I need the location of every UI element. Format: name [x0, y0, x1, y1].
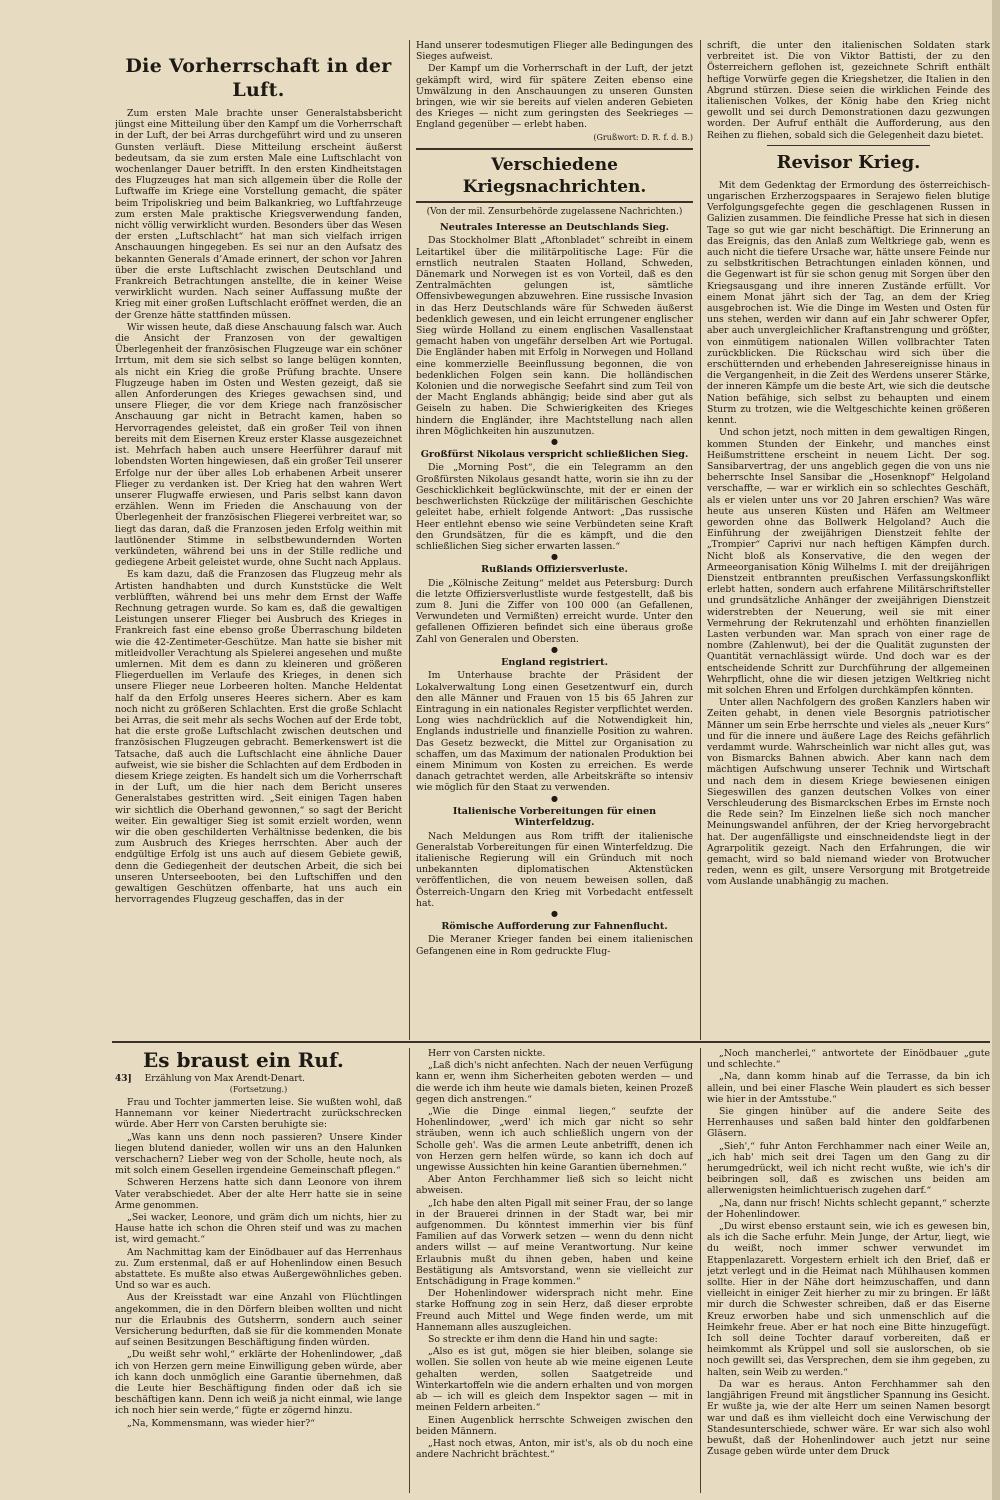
paragraph: schrift, die unter den italienischen Soldaten stark verbreitet ist. Die von Viktor Battisti, der zu den Österreichern geflohen ist, gezeichnete Schrift enthält heftige Vorwürfe gegen die Kriegshetzer, die Italien in den Abgrund stürzen. Diese seien die wirklichen Feinde des italienischen Volkes, der König habe den Krieg nicht gewollt und sei durch Demonstrationen dazu gezwungen worden. Der Aufruf enthält die Aufforderung, aus den Reihen zu fliehen, sobald sich die Gelegenheit dazu bietet. [707, 40, 990, 141]
column-kriegsnachrichten [416, 40, 693, 1038]
paragraph: „Na, dann komm hinab auf die Terrasse, da bin ich allein, und bei einer Flasche Wein plaudert es sich besser wie hier in der Amtsstube.“ [707, 1071, 990, 1105]
paragraph: Die Meraner Krieger fanden bei einem italienischen Gefangenen eine in Rom gedruckte Flug- [416, 934, 693, 957]
paragraph: Es kam dazu, daß die Franzosen das Flugzeug mehr als Artisten handhabten und durch Kunststücke die Welt verblüfften, während bei uns mehr dem Ernst der Waffe Rechnung getragen wurde. So kam es, daß die gewaltigen Leistungen unserer Flieger bei Ausbruch des Krieges in Frankreich fast eine ebenso große Überraschung bildeten wie die 42-Zentimeter-Geschütze. Man hatte sie bisher mit mitleidvoller Verachtung als Spielerei angesehen und mußte umlernen. Mit dem es dann zu kleineren und größeren Fliegerduellen im Verlaufe des Krieges, in denen sich unsere Flieger neue Lorbeeren holten. Manche Heldentat half da den Erfolg unseres Heeres sichern. Aber es kam noch nicht zu größeren Schlachten. Erst die große Schlacht bei Arras, die seit mehr als sechs Wochen auf der Erde tobt, hat die erste große Luftschlacht zwischen deutschen und französischen Flugzeugen gebracht. Bemerkenswert ist die Tatsache, daß auch die Luftschlacht eine ähnliche Dauer aufweist, wie sie bisher die Schlachten auf dem Erdboden in diesem Kriege zeigten. Es handelt sich um die Vorherrschaft in der Luft, um die hier nach dem Bericht unseres Generalstabes gestritten wird. „Seit einigen Tagen haben wir sichtlich die Oberhand gewonnen,“ so sagt der Bericht weiter. Ein gewaltiger Sieg ist somit erzielt worden, wenn wir die oben geschilderten Verhältnisse bedenken, die bis zum Ausbruch des Krieges herrschten. Aber auch der endgültige Erfolg ist uns auch auf diesem Gebiete gewiß, denn die Gediegenheit der deutschen Arbeit, die sich bei unseren Unterseebooten, bei den Luftschiffen und den gewaltigen Geschützen offenbarte, hat uns auch ein hervorragendes Flugzeug geschaffen, das in der [115, 569, 402, 906]
paragraph: Herr von Carsten nickte. [428, 1048, 546, 1059]
subheading: England registriert. [501, 656, 608, 668]
article-revisor-krieg [707, 40, 990, 1038]
paragraph: „Sei wacker, Leonore, und gräm dich um nichts, hier zu Hause hatte ich schon die Ohren steif und was zu machen ist, wird gemacht.“ [115, 1212, 402, 1246]
continuation-note: (Fortsetzung.) [229, 1085, 288, 1094]
novel-column-2 [416, 1048, 693, 1494]
paragraph: „Na, dann nur frisch! Nichts schlecht gepannt,“ scherzte der Hohenlindower. [707, 1197, 990, 1220]
paragraph: „Noch mancherlei,“ antwortete der Einödbauer „gute und schlechte.“ [707, 1048, 990, 1071]
paragraph: „Du weißt sehr wohl,“ erklärte der Hohenlindower, „daß ich von Herzen gern meine Einwilligung geben würde, aber ich kann doch unmöglich eine Garantie übernehmen, daß die Leute hier Beschäftigung finden oder daß ich sie beschäftigen kann. Denn ich weiß ja nicht einmal, wie lange ich noch hier sein werde,“ fügte er zögernd hinzu. [115, 1349, 402, 1417]
novel-column-3 [707, 1048, 990, 1494]
paragraph: Zum ersten Male brachte unser Generalstabsbericht jüngst eine Mitteilung über den Kampf um die Vorherrschaft in der Luft, der bei Arras durchgeführt wird und zu unseren Gunsten verläuft. Diese Mitteilung erscheint äußerst bedeutsam, da sie zum ersten Male eine Luftschlacht von wochenlanger Dauer betrifft. In den ersten Kindheitstagen des Flugzeuges hat man sich allgemein über die Rolle der Luftwaffe im Kriege eine Vorstellung gemacht, die später beim Tripoliskrieg und beim Balkankrieg, wo Luftfahrzeuge zum ersten Male praktische Kriegsverwendung fanden, nicht völlig verwirklicht wurden. Besonders über das Wesen der ersten „Luftschlacht“ hat man sich vielfach irrigen Anschauungen hingegeben. Es sei nur an den Aufsatz des bekannten Generals d’Amade erinnert, der schon vor Jahren über die erste Luftschlacht zwischen Deutschland und Frankreich Betrachtungen anstellte, die in keiner Weise verwirklicht wurden. Nach seiner Auffassung mußte der Krieg mit einer großen Luftschlacht eröffnet werden, die an der Grenze hätte stattfinden müssen. [115, 108, 402, 321]
column-rule [409, 40, 410, 1040]
paragraph: Unter allen Nachfolgern des großen Kanzlers haben wir Zeiten gehabt, in denen viele Besorgnis patriotischer Männer um sein Erbe herrschte und vieles als „neuer Kurs“ und für die innere und äußere Lage des Reichs gefährlich verdammt wurde. Wahrscheinlich war nicht alles gut, was von Bismarcks Bahnen abwich. Aber kann nach dem mächtigen Aufschwung unserer Technik und Wirtschaft und nach dem in diesem Kriege bewiesenen einigen Siegeswillen des ganzen deutschen Volkes von einer Verschleuderung des Bismarckschen Erbes im Ernste noch die Rede sein? Im Einzelnen ließe sich noch mancher Meinungswandel anführen, der der Krieg hervorgebracht hat. Der augenfälligste und einschneidendste liegt in der Agrarpolitik gezeigt. Nach den Erfahrungen, die wir gemacht, wird so bald niemand wieder von Brotwucher reden, wenn es gilt, unsere Versorgung mit Brotgetreide vom Auslande unabhängig zu machen. [707, 697, 990, 888]
paragraph: Die „Kölnische Zeitung“ meldet aus Petersburg: Durch die letzte Offiziersverlustliste wurde festgestellt, daß bis zum 8. Juni die Ziffer von 100 000 (an Gefallenen, Verwundeten und Vermißten) erreicht wurde. Unter den gefallenen Offizieren befindet sich eine überaus große Zahl von Generalen und Obersten. [416, 577, 693, 645]
paragraph: „Hast noch etwas, Anton, mir ist's, als ob du noch eine andere Nachricht brächtest.“ [416, 1437, 693, 1461]
paragraph: „Sieh',“ fuhr Anton Ferchhammer nach einer Weile an, „ich hab' mich seit drei Tagen um den Gang zu dir herumgedrückt, weil ich nicht recht wußte, wie ich's dir beibringen soll, daß es zwischen uns beiden am allerwenigsten heimlichtuerisch zugehen darf.“ [707, 1140, 990, 1197]
separator-star: ● [551, 793, 558, 803]
paragraph: Nach Meldungen aus Rom trifft der italienische Generalstab Vorbereitungen für einen Winterfeldzug. Die italienische Regierung will ein Gründuch mit noch unbekannten diplomatischen Aktenstücken veröffentlichen, die von neuem beweisen sollen, daß Österreich-Ungarn den Krieg mit Vorbedacht entfesselt hat. [416, 830, 693, 909]
paragraph: Da war es heraus. Anton Ferchhammer sah den langjährigen Freund mit ängstlicher Spannung ins Gesicht. Er wußte ja, wie der alte Herr um seinen Namen besorgt war und daß es ihm vielleicht doch eine Verwischung der Standesunterschiede, schwer wäre. Er war sich also wohl bewußt, daß der Hohenlindower auch jetzt nur seine Zusage geben würde unter dem Druck [707, 1378, 990, 1458]
column-rule [700, 1048, 701, 1493]
subheading: Neutrales Interesse an Deutschlands Sieg. [439, 221, 670, 233]
separator-star: ● [551, 552, 558, 562]
paragraph: Aber Anton Ferchhammer ließ sich so leicht nicht abweisen. [416, 1174, 693, 1197]
novel-byline-row [115, 1074, 402, 1085]
paragraph: „Ich habe den alten Pigall mit seiner Frau, der so lange in der Brauerei drinnen in der Stadt war, bei mir aufgenommen. Du könntest immerhin vier bis fünf Familien auf das Vorwerk setzen — wenn du denn nicht anders willst — auf meine Verantwortung. Nur keine Erlaubnis mußt du ihnen geben, haben und keine Bestätigung als Amtsvorstand, wenn sie vielleicht zur Entschädigung in Frage kommen.“ [416, 1197, 693, 1288]
subheading: Römische Aufforderung zur Fahnenflucht. [441, 920, 668, 932]
paragraph: Schweren Herzens hatte sich dann Leonore von ihrem Vater verabschiedet. Aber der alte Herr hatte sie in seine Arme genommen. [115, 1177, 402, 1211]
paragraph: Am Nachmittag kam der Einödbauer auf das Herrenhaus zu. Zum erstenmal, daß er auf Hohenlindow einen Besuch abstattete. Es mußte also etwas Außergewöhnliches geben. Und so war es auch. [115, 1246, 402, 1292]
novel-byline: Erzählung von Max Arendt-Denart. [144, 1074, 306, 1084]
article-vorherrschaft [115, 48, 402, 1038]
paragraph: Und schon jetzt, noch mitten in dem gewaltigen Ringen, kommen Stunden der Einkehr, und manches einst Heißumstrittene erscheint in neuem Licht. Der sog. Sansibarvertrag, der uns angeblich gegen die von uns nie beherrschte Insel Sansibar die „Hosenknopf“ Helgoland verschaffte, — war er wirklich ein so schlechtes Geschäft, als er vielen unter uns vor 20 Jahren erschien? Was wäre heute aus unseren Küsten und Häfen am Weltmeer geworden ohne das Bollwerk Helgoland? Auch die Einführung der zweijährigen Dienstzeit fehlte der „Trompier“ Caprivi nur nach heftigen Kämpfen durch. Nicht bloß als Konservative, die den wegen der Armeeorganisation König Wilhelms I. mit der dreijährigen Dienstzeit entbrannten preußischen Verfassungskonflikt erlebt hatten, sondern auch erfahrene Militärschriftsteller und grundsätzliche Anhänger der zweijährigen Dienstzeit widerstrebten der Neuerung, weil sie mit einer Vermehrung der Rekrutenzahl und erhöhten finanziellen Lasten verbunden war. Man sprach von einer rage de nombre (Zahlenwut), bei der die Qualität zugunsten der Quantität vernachlässigt würde. Und doch war es der entscheidende Schritt zur Durchführung der allgemeinen Wehrpflicht, ohne die wir diesen jetzigen Weltkrieg nicht mit solchen Ehren und Erfolgen durchkämpfen könnten. [707, 427, 990, 696]
page-edge-shadow [992, 0, 1000, 1500]
paragraph: Die „Morning Post“, die ein Telegramm an den Großfürsten Nikolaus gesandt hatte, worin sie ihn zu der Geschicklichkeit beglückwünschte, mit der er einen der beschwerlichsten Rückzüge der militärischen Geschichte geleitet habe, erhielt folgende Antwort: „Das russische Heer entlehnt ebenso wie seine Verbündeten seine Kraft den Grundsätzen, für die es kämpft, und die den schließlichen Sieg sicher erwarten lassen.“ [416, 462, 693, 552]
column-rule [409, 1048, 410, 1493]
paragraph: Der Kampf um die Vorherrschaft in der Luft, der jetzt gekämpft wird, wird für spätere Zeiten ebenso eine Umwälzung in den Anschauungen zu unseren Gunsten bringen, wie wir sie bereits auf vielen anderen Gebieten des Krieges — nicht zum geringsten des Seekrieges — England gegenüber — erlebt haben. [416, 63, 693, 131]
column-rule [700, 40, 701, 1040]
paragraph: Wir wissen heute, daß diese Anschauung falsch war. Auch die Ansicht der Franzosen von der gewaltigen Überlegenheit der französischen Flugzeuge war ein schöner Irrtum, mit dem sie sich selbst so lange belügen konnten, als nicht ein Krieg die große Prüfung brachte. Unsere Flugzeuge haben im Osten und Westen gezeigt, daß sie allen Anforderungen des Krieges gewachsen sind, und unsere Flieger, die vor dem Kriege nach französischer Anschauung gar nicht in Betracht kamen, haben so Hervorragendes geleistet, daß ein großer Teil von ihnen bereits mit dem Eisernen Kreuz erster Klasse ausgezeichnet ist. Mehrfach haben auch unsere Heerführer darauf mit lobendsten Worten hingewiesen, daß ein großer Teil unserer Erfolge nur der über alles Lob erhabenen Arbeit unserer Flieger zu verdanken ist. Der Krieg hat den wahren Wert unserer Flugwaffe erwiesen, und Paris selbst kann davon erzählen. Wenn im Frieden die Anschauung von der Überlegenheit der französischen Fliegerei verbreitet war, so liegt das daran, daß die Franzosen jeden Erfolg weithin mit lautlönender Stimme in selbstbewundernden Worten verkündeten, während bei uns in der Stille redliche und gediegene Arbeit geleistet wurde, ohne Sucht nach Applaus. [115, 321, 402, 569]
paragraph: Hand unserer todesmutigen Flieger alle Bedingungen des Sieges aufweist. [416, 40, 693, 63]
paragraph: „Du wirst ebenso erstaunt sein, wie ich es gewesen bin, als ich die Sache erfuhr. Mein Junge, der Artur, liegt, wie du weißt, noch immer schwer verwundet im Etappenlazarett. Vorgestern erhielt ich den Brief, daß er jetzt verlegt und in die Heimat nach Mühlhausen kommen sollte. Hier in der Nähe dort heimzuschaffen, und dann vielleicht in einiger Zeit hierher zu mir zu bringen. Er läßt mir durch die Schwester schreiben, daß er das Eiserne Kreuz erworben habe und sich unmenschlich auf die Heimkehr freue. Aber er hat noch eine Bitte hinzugefügt. Ich soll deine Tochter darauf vorbereiten, daß er heimkommt als Krüppel und soll sie auslorschen, ob sie noch gewillt sei, das Versprechen, dem sie ihm gegeben, zu halten, sein Weib zu werden.“ [707, 1221, 990, 1378]
separator-star: ● [551, 908, 558, 918]
subheading: Großfürst Nikolaus verspricht schließlichen Sieg. [420, 448, 689, 460]
separator-star: ● [551, 644, 558, 654]
headline-box [416, 148, 693, 203]
paragraph: Frau und Tochter jammerten leise. Sie wußten wohl, daß Hannemann vor keiner Niedertracht zurückschrecken würde. Aber Herr von Carsten beruhigte sie: [115, 1097, 402, 1131]
separator-star: ● [551, 436, 558, 446]
paragraph: Im Unterhause brachte der Präsident der Lokalverwaltung Long einen Gesetzentwurf ein, durch den alle Männer und Frauen von 15 bis 65 Jahren zur Eintragung in ein nationales Register verpflichtet werden. Long wies nachdrücklich auf die Notwendigkeit hin, Englands industrielle und finanzielle Position zu wahren. Das Gesetz bezweckt, die Mittel zur Organisation zu schaffen, um das Maximum der nationalen Produktion bei einem Minimum von Kosten zu erreichen. Es werde danach getrachtet werden, alle Arbeitskräfte so intensiv wie möglich für den Staat zu verwenden. [416, 670, 693, 794]
subheading: Italienische Vorbereitungen für einen Winterfeldzug. [452, 805, 657, 829]
paragraph: „Laß dich's nicht anfechten. Nach der neuen Verfügung kann er, wenn ihm Sicherheiten geboten werden — und die werde ich ihm heute wie damals bieten, keinen Prozeß gegen dich anstrengen.“ [416, 1060, 693, 1105]
section-rule [112, 1041, 990, 1043]
paragraph: Einen Augenblick herrschte Schweigen zwischen den beiden Männern. [416, 1414, 693, 1437]
headline-kriegsnachrichten: Verschiedene Kriegsnachrichten. [462, 154, 647, 197]
headline-vorherrschaft: Die Vorherrschaft in der Luft. [125, 55, 392, 101]
paragraph: Mit dem Gedenktag der Ermordung des österreichisch-ungarischen Erzherzogspaares in Serajewo fielen blutige Verfolgungsgefechte gegen die geschlagenen Russen in Galizien zusammen. Die feindliche Presse hat sich in diesen Tage so gut wie gar nicht beschäftigt. Die Erinnerung an das Ereignis, das den Anlaß zum Weltkriege gab, wenn es auch nicht die tiefere Ursache war, hätte unsere Feinde nur zu selbstkritischen Betrachtungen einladen können, und die Gegenwart ist für sie schon genug mit Sorgen über den Kriegsausgang und ihre inneren Zustände erfüllt. Vor einem Monat jährt sich der Tag, an dem der Krieg ausgebrochen ist. Wie die Dinge im Westen und Osten für uns stehen, werden wir dann auf ein Jahr schwerer Opfer, aber auch unvergleichlicher Kraftanstrengung und größter, von einmütigem nationalen Willen vollbrachter Taten zurückblicken. Die Rückschau wird sich über die erschütternden und erhebenden Jahresereignisse hinaus in die Vergangenheit, in die Zeit des Werdens unserer Stärke, der inneren Kämpfe um die beste Art, wie sich die deutsche Nation befähige, sich selbst zu behaupten und einem Sturm zu trotzen, wie die Weltgeschichte keinen größeren kennt. [707, 179, 990, 427]
paragraph: „Wie die Dinge einmal liegen,“ seufzte der Hohenlindower, „werd' ich mich gar nicht so sehr sträuben, wenn ich auch schließlich ungern von der Scholle geh'. Was die armen Leute anbetrifft, denen ich von Herzen gern helfen würde, so kann ich doch auf ungewisse Aussichten hin keine Garantien übernehmen.“ [416, 1106, 693, 1174]
headline-revisor-krieg: Revisor Krieg. [776, 151, 921, 173]
installment-number: 43] [115, 1074, 132, 1084]
subheading: Rußlands Offiziersverluste. [481, 564, 628, 576]
censor-note: (Von der mil. Zensurbehörde zugelassene Nachrichten.) [426, 206, 683, 217]
novel-column-1 [115, 1046, 402, 1494]
paragraph: „Also es ist gut, mögen sie hier bleiben, solange sie wollen. Sie sollen von heute ab wie meine eigenen Leute gehalten werden, sollen Saatgetreide und Winterkartoffeln wie die andern erhalten und von morgen ab — ich will es gleich dem Inspektor sagen — mit in meinen Feldern arbeiten.“ [416, 1346, 693, 1414]
novel-title: Es braust ein Ruf. [143, 1048, 344, 1072]
paragraph: Aus der Kreisstadt war eine Anzahl von Flüchtlingen angekommen, die in den Dörfern bleiben wollten und nicht nur die Erlaubnis des Gutsherrn, sondern auch seiner Versicherung bedurften, daß sie für die kommenden Monate auf seinen Besitzungen Beschäftigung finden würden. [115, 1292, 402, 1349]
paragraph: Das Stockholmer Blatt „Aftonbladet“ schreibt in einem Leitartikel über die militärpolitische Lage: Für die ernstlich neutralen Staaten Holland, Schweden, Dänemark und Norwegen ist es von Vorteil, daß es den Zentralmächten gelungen ist, sämtliche Offensivbewegungen abzuwehren. Eine russische Invasion in das Herz Deutschlands wäre für Schweden äußerst bedenklich gewesen, und ein leicht errungener englischer Sieg würde Holland zu einem englischen Vasallenstaat gemacht haben von ungefähr derselben Art wie Portugal. Die Engländer haben mit Erfolg in Norwegen und Holland eine kommerzielle Beeinflussung begonnen, die von bedenklichen Folgen sein kann. Die holländischen Kolonien und die norwegische Seefahrt sind zum Teil von der Macht Englands abhängig; beide sind aber gut als Geiseln zu haben. Die Schwierigkeiten des Krieges hindern die Engländer, ihre Machtstellung nach allen ihren Möglichkeiten hin auszunutzen. [416, 235, 693, 437]
paragraph: Sie gingen hinüber auf die andere Seite des Herrenhauses und saßen bald hinter den goldfarbenen Gläsern. [707, 1106, 990, 1140]
paragraph: „Na, Kommensmann, was wieder hier?“ [127, 1417, 315, 1429]
paragraph: „Was kann uns denn noch passieren? Unsere Kinder liegen blutend danieder, wollen wir uns an den Halunken verschachern? Lieber weg von der Scholle, heute noch, als mit solch einem Gesellen irgendeine Gemeinschaft pflegen.“ [115, 1131, 402, 1177]
paragraph: Der Hohenlindower widersprach nicht mehr. Eine starke Hoffnung zog in sein Herz, daß dieser erprobte Freund auch Mittel und Wege finden werde, um mit Hannemann alles auszugleichen. [416, 1288, 693, 1333]
source-note: (Grußwort: D. R. f. d. B.) [593, 132, 693, 142]
paragraph: So streckte er ihm denn die Hand hin und sagte: [428, 1334, 658, 1346]
